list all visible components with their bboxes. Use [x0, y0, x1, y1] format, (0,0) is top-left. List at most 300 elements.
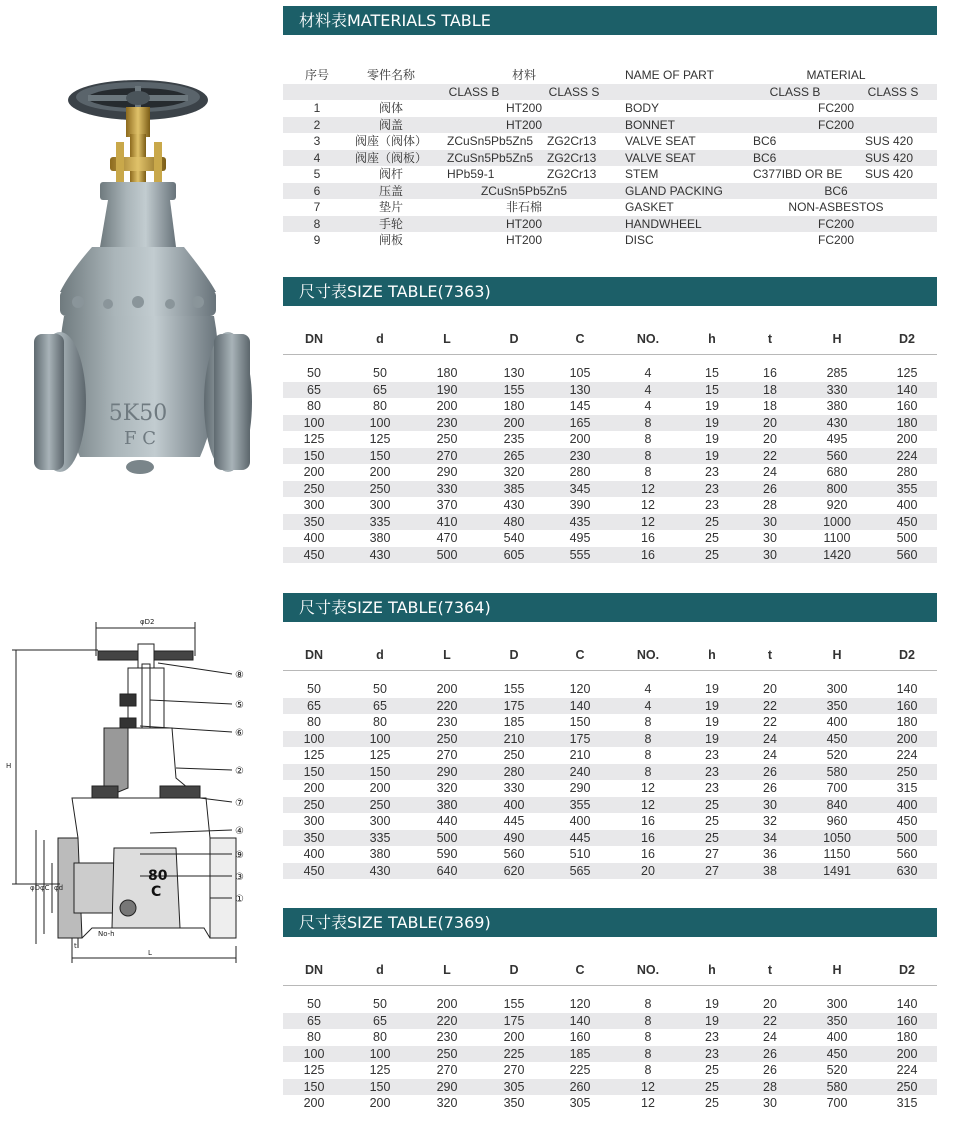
size-table-cell: 555: [569, 547, 591, 562]
size-table-column-header: d: [376, 963, 384, 977]
part-name-cn: 阀杆: [378, 167, 404, 181]
size-table-cell: 200: [569, 432, 591, 446]
materials-row: [283, 117, 937, 134]
size-table-cell: 400: [503, 797, 525, 812]
material-en-class-b: FC200: [817, 101, 855, 115]
size-table-cell: 200: [503, 415, 525, 430]
size-table-cell: 25: [705, 1079, 719, 1094]
size-table-cell: 180: [896, 415, 918, 430]
size-table-column-header: NO.: [636, 332, 660, 346]
size-table-cell: 350: [303, 830, 325, 845]
dim-label-no-h: No-h: [98, 930, 115, 938]
part-name-en: VALVE SEAT: [625, 150, 696, 165]
size-table-cell: 20: [763, 682, 777, 696]
size-table-cell: 16: [641, 830, 655, 845]
size-table-cell: 80: [307, 715, 321, 729]
size-table-cell: 500: [436, 547, 458, 562]
size-table-cell: 30: [763, 1096, 777, 1110]
size-table-cell: 430: [369, 547, 391, 562]
size-table-cell: 8: [644, 1046, 652, 1061]
size-table-cell: 8: [644, 997, 652, 1011]
size-table-cell: 8: [644, 415, 652, 430]
callout-2: ②: [235, 766, 244, 777]
size-table-cell: 380: [369, 531, 391, 545]
size-table-cell: 65: [307, 382, 321, 397]
size-table-cell: 250: [369, 797, 391, 812]
part-name-en: GLAND PACKING: [625, 183, 723, 198]
materials-row: [283, 133, 937, 150]
size-table-cell: 270: [503, 1063, 525, 1077]
size-table-cell: 4: [644, 698, 652, 713]
size-table-cell: 65: [373, 1013, 387, 1028]
size-table-cell: 12: [641, 797, 655, 812]
size-table-cell: 19: [705, 682, 719, 696]
size-table-cell: 125: [369, 1063, 391, 1077]
size-table-cell: 26: [763, 1046, 777, 1061]
dim-label-small-d: φd: [54, 884, 64, 892]
size-table-column-header: L: [443, 648, 451, 662]
materials-row: [283, 199, 937, 216]
material-en-class-b: FC200: [817, 117, 855, 132]
size-table-column-header: h: [708, 963, 716, 977]
size-table-cell: 24: [763, 748, 777, 762]
size-table-cell: 38: [763, 863, 777, 878]
size-table-cell: 680: [826, 465, 848, 479]
size-table-cell: 160: [896, 399, 918, 413]
size-table-cell: 370: [436, 498, 458, 512]
size-table-cell: 18: [763, 399, 777, 413]
size-table-cell: 23: [705, 465, 719, 479]
size-table-cell: 23: [705, 764, 719, 779]
size-table-row: [283, 415, 937, 432]
materials-subheader-cell: CLASS S: [867, 84, 919, 99]
size-table-cell: 140: [896, 682, 918, 696]
materials-header-cell: NAME OF PART: [625, 68, 714, 82]
material-class-b: HT200: [505, 117, 543, 132]
size-table-cell: 16: [641, 531, 655, 545]
size-table-cell: 130: [569, 382, 591, 397]
size-table-cell: 100: [303, 1046, 325, 1061]
size-table-cell: 350: [826, 1013, 848, 1028]
part-number: 4: [313, 150, 321, 165]
size-table-cell: 355: [896, 481, 918, 496]
size-table-cell: 450: [826, 1046, 848, 1061]
size-table-cell: 430: [369, 863, 391, 878]
part-name-cn: 闸板: [378, 233, 404, 247]
callout-4: ④: [235, 826, 244, 837]
materials-header-cell: MATERIAL: [806, 68, 866, 82]
size-table-cell: 24: [763, 731, 777, 746]
size-table-cell: 12: [641, 781, 655, 795]
size-table-column-header: t: [767, 332, 773, 346]
part-name-cn: 阀体: [378, 101, 404, 115]
size-table-cell: 175: [503, 1013, 525, 1028]
callout-3: ③: [235, 872, 244, 883]
size-table-cell: 65: [307, 1013, 321, 1028]
size-table-cell: 100: [369, 415, 391, 430]
size-table-cell: 700: [826, 781, 848, 795]
size-table-cell: 400: [896, 498, 918, 512]
size-table-cell: 335: [369, 514, 391, 529]
size-table-cell: 20: [763, 415, 777, 430]
size-table-cell: 26: [763, 781, 777, 795]
size-table-cell: 385: [503, 481, 525, 496]
size-table-cell: 23: [705, 1030, 719, 1044]
size-table-cell: 155: [503, 997, 525, 1011]
part-number: 2: [313, 117, 321, 132]
size-table-cell: 290: [569, 781, 591, 795]
size-table-cell: 12: [641, 514, 655, 529]
size-table-cell: 440: [436, 814, 458, 828]
body-mark-class: C: [151, 884, 162, 900]
size-table-row: [283, 481, 937, 498]
size-table-cell: 450: [826, 731, 848, 746]
size-table-cell: 320: [436, 781, 458, 795]
size-table-cell: 180: [896, 715, 918, 729]
size-table-cell: 390: [569, 498, 591, 512]
size-table-cell: 250: [303, 481, 325, 496]
size-table-cell: 15: [705, 366, 719, 380]
part-number: 3: [313, 134, 321, 148]
size-table-cell: 80: [373, 399, 387, 413]
material-en-class-b: BC6: [753, 150, 777, 165]
part-number: 6: [313, 183, 321, 198]
size-table-cell: 630: [896, 863, 918, 878]
size-table-cell: 200: [369, 465, 391, 479]
size-table-cell: 225: [503, 1046, 525, 1061]
materials-header-cell: 序号: [304, 68, 330, 82]
size-table-cell: 8: [644, 1013, 652, 1028]
size-table-cell: 100: [369, 731, 391, 746]
part-name-en: DISC: [625, 233, 654, 247]
size-table-cell: 23: [705, 1046, 719, 1061]
dim-label-d2: φD2: [140, 618, 155, 626]
size-table-cell: 19: [705, 731, 719, 746]
size-table-cell: 200: [303, 465, 325, 479]
material-en-class-b: FC200: [817, 216, 855, 231]
material-en-class-s: SUS 420: [865, 150, 914, 165]
size-table-cell: 270: [436, 1063, 458, 1077]
size-table-column-header: DN: [304, 648, 324, 662]
size-table-cell: 300: [826, 997, 848, 1011]
size-table-cell: 1150: [823, 847, 851, 861]
size-table-cell: 20: [763, 997, 777, 1011]
size-table-cell: 12: [641, 498, 655, 512]
size-table-cell: 230: [569, 448, 591, 463]
size-table-cell: 165: [569, 415, 591, 430]
size-table-row: [283, 797, 937, 814]
size-table-cell: 640: [436, 863, 458, 878]
size-table-cell: 26: [763, 481, 777, 496]
size-table-cell: 200: [369, 781, 391, 795]
size-table-cell: 125: [896, 366, 918, 380]
size-table-cell: 200: [896, 731, 918, 746]
size-table-cell: 19: [705, 432, 719, 446]
size-table-cell: 400: [826, 1030, 848, 1044]
size-table-cell: 380: [826, 399, 848, 413]
size-table-row: [283, 431, 937, 448]
size-table-cell: 80: [373, 715, 387, 729]
callout-6: ⑥: [235, 728, 244, 739]
size-table-cell: 510: [569, 847, 591, 861]
size-table-cell: 435: [569, 514, 591, 529]
size-table-cell: 25: [705, 797, 719, 812]
size-table-cell: 120: [569, 997, 591, 1011]
dim-label-h: H: [6, 762, 12, 770]
size-table-cell: 800: [826, 481, 848, 496]
dim-label-l: L: [148, 949, 152, 957]
size-table-cell: 520: [826, 1063, 848, 1077]
size-table-7363-title: 尺寸表SIZE TABLE(7363): [283, 277, 937, 306]
size-table-cell: 25: [705, 1063, 719, 1077]
material-class-b: HT200: [505, 101, 543, 115]
size-table-cell: 200: [503, 1030, 525, 1044]
size-table-cell: 300: [826, 682, 848, 696]
size-table-cell: 22: [763, 1013, 777, 1028]
material-en-class-s: SUS 420: [865, 134, 914, 148]
size-table-cell: 290: [436, 764, 458, 779]
size-table-cell: 28: [763, 1079, 777, 1094]
size-table-cell: 4: [644, 382, 652, 397]
size-table-cell: 400: [303, 531, 325, 545]
size-table-cell: 100: [303, 415, 325, 430]
material-class-b: ZCuSn5Pb5Zn5: [480, 183, 568, 198]
size-table-cell: 320: [503, 465, 525, 479]
materials-header-cell: 零件名称: [366, 68, 416, 82]
material-class-s: ZG2Cr13: [547, 167, 597, 181]
size-table-cell: 30: [763, 547, 777, 562]
size-table-cell: 335: [369, 830, 391, 845]
size-table-cell: 19: [705, 415, 719, 430]
size-table-cell: 345: [569, 481, 591, 496]
callout-7: ⑦: [235, 798, 244, 809]
size-table-cell: 300: [303, 498, 325, 512]
size-table-row: [283, 780, 937, 797]
size-table-cell: 400: [896, 797, 918, 812]
size-table-cell: 50: [307, 997, 321, 1011]
size-table-column-header: d: [376, 648, 384, 662]
size-table-row: [283, 1046, 937, 1063]
callout-1: ①: [235, 894, 244, 905]
part-name-en: HANDWHEEL: [625, 216, 702, 231]
size-table-cell: 250: [436, 432, 458, 446]
size-table-cell: 25: [705, 814, 719, 828]
callout-8: ⑧: [235, 670, 244, 681]
size-table-row: [283, 1062, 937, 1079]
material-class-b: ZCuSn5Pb5Zn5: [447, 134, 534, 148]
callout-5: ⑤: [235, 700, 244, 711]
size-table-cell: 280: [569, 465, 591, 479]
size-table-column-header: D2: [899, 332, 915, 346]
size-table-column-header: d: [376, 332, 384, 346]
size-table-cell: 230: [436, 715, 458, 729]
part-name-cn: 阀座（阀板）: [354, 150, 428, 165]
size-table-cell: 320: [436, 1096, 458, 1110]
size-table-cell: 450: [303, 863, 325, 878]
size-table-cell: 26: [763, 1063, 777, 1077]
size-table-row: [283, 830, 937, 847]
part-name-en: BODY: [625, 101, 660, 115]
dim-label-d: φD: [30, 884, 41, 892]
size-table-cell: 280: [896, 465, 918, 479]
size-table-cell: 580: [826, 764, 848, 779]
size-table-cell: 500: [436, 830, 458, 845]
size-table-cell: 16: [641, 847, 655, 861]
size-table-cell: 305: [503, 1079, 525, 1094]
size-table-cell: 450: [896, 814, 918, 828]
size-table-row: [283, 747, 937, 764]
size-table-column-header: NO.: [636, 963, 660, 977]
size-table-cell: 34: [763, 830, 777, 845]
materials-row: [283, 232, 937, 249]
size-table-cell: 125: [369, 748, 391, 762]
size-table-column-header: D: [509, 332, 519, 346]
material-en-class-b: FC200: [817, 233, 855, 247]
size-table-cell: 350: [303, 514, 325, 529]
size-table-cell: 380: [436, 797, 458, 812]
size-table-cell: 960: [826, 814, 848, 828]
size-table-cell: 490: [503, 830, 525, 845]
size-table-column-header: NO.: [636, 648, 660, 662]
size-table-cell: 8: [644, 731, 652, 746]
size-table-header-row: [283, 963, 937, 986]
size-table-row: [283, 863, 937, 880]
size-table-cell: 200: [436, 997, 458, 1011]
size-table-cell: 590: [436, 847, 458, 861]
size-table-cell: 495: [826, 432, 848, 446]
size-table-cell: 50: [307, 682, 321, 696]
size-table-cell: 1000: [823, 514, 851, 529]
size-table-cell: 330: [826, 382, 848, 397]
size-table-cell: 250: [303, 797, 325, 812]
size-table-cell: 8: [644, 432, 652, 446]
size-table-row: [283, 530, 937, 547]
size-table-row: [283, 497, 937, 514]
size-table-row: [283, 398, 937, 415]
size-table-cell: 250: [436, 731, 458, 746]
size-table-cell: 4: [644, 682, 652, 696]
size-table-cell: 65: [373, 698, 387, 713]
size-table-cell: 185: [503, 715, 525, 729]
size-table-cell: 300: [369, 498, 391, 512]
dim-label-c: φC: [40, 884, 50, 892]
materials-subheader-cell: CLASS B: [448, 84, 500, 99]
size-table-cell: 150: [569, 715, 591, 729]
size-table-cell: 210: [569, 748, 591, 762]
size-table-cell: 155: [503, 382, 525, 397]
part-name-cn: 垫片: [378, 200, 404, 214]
size-table-cell: 350: [826, 698, 848, 713]
size-table-cell: 4: [644, 366, 652, 380]
size-table-cell: 330: [436, 481, 458, 496]
size-table-column-header: C: [575, 963, 585, 977]
size-table-cell: 200: [436, 682, 458, 696]
size-table-cell: 285: [826, 366, 848, 380]
size-table-cell: 100: [303, 731, 325, 746]
size-table-column-header: L: [443, 963, 451, 977]
size-table-cell: 210: [503, 731, 525, 746]
material-class-s: ZG2Cr13: [547, 134, 597, 148]
size-table-cell: 140: [896, 382, 918, 397]
size-table-cell: 150: [369, 764, 391, 779]
size-table-cell: 580: [826, 1079, 848, 1094]
size-table-cell: 190: [436, 382, 458, 397]
size-table-row: [283, 464, 937, 481]
material-class-b: HT200: [505, 216, 543, 231]
size-table-7369-title: 尺寸表SIZE TABLE(7369): [283, 908, 937, 937]
size-table-cell: 150: [303, 1079, 325, 1094]
size-table-cell: 235: [503, 432, 525, 446]
size-table-header-row: [283, 648, 937, 671]
size-table-row: [283, 382, 937, 399]
size-table-column-header: C: [575, 332, 585, 346]
part-number: 7: [313, 200, 321, 214]
size-table-cell: 15: [705, 382, 719, 397]
size-table-cell: 355: [569, 797, 591, 812]
size-table-cell: 160: [896, 698, 918, 713]
size-table-cell: 8: [644, 715, 652, 729]
size-table-cell: 200: [303, 781, 325, 795]
size-table-cell: 224: [896, 448, 918, 463]
size-table-cell: 80: [373, 1030, 387, 1044]
part-name-cn: 压盖: [378, 183, 404, 198]
size-table-row: [283, 714, 937, 731]
size-table-cell: 560: [896, 547, 918, 562]
size-table-cell: 65: [373, 382, 387, 397]
materials-row: [283, 183, 937, 200]
size-table-cell: 305: [569, 1096, 591, 1110]
size-table-cell: 180: [896, 1030, 918, 1044]
part-name-cn: 阀盖: [378, 117, 404, 132]
size-table-cell: 560: [896, 847, 918, 861]
size-table-cell: 140: [569, 1013, 591, 1028]
size-table-row: [283, 698, 937, 715]
size-table-cell: 430: [503, 498, 525, 512]
size-table-row: [283, 731, 937, 748]
size-table-cell: 400: [826, 715, 848, 729]
size-table-cell: 150: [303, 764, 325, 779]
size-table-row: [283, 448, 937, 465]
part-name-en: VALVE SEAT: [625, 134, 696, 148]
size-table-cell: 8: [644, 764, 652, 779]
size-table-cell: 32: [763, 814, 777, 828]
size-table-cell: 200: [369, 1096, 391, 1110]
material-en-class-b: BC6: [824, 183, 848, 198]
size-table-cell: 480: [503, 514, 525, 529]
size-table-cell: 270: [436, 448, 458, 463]
size-table-cell: 22: [763, 448, 777, 463]
size-table-row: [283, 846, 937, 863]
size-table-cell: 24: [763, 465, 777, 479]
material-class-b: ZCuSn5Pb5Zn5: [447, 150, 534, 165]
size-table-column-header: H: [832, 332, 842, 346]
material-en-class-s: SUS 420: [865, 167, 914, 181]
materials-row: [283, 150, 937, 167]
size-table-cell: 280: [503, 764, 525, 779]
size-table-cell: 560: [503, 847, 525, 861]
size-table-cell: 19: [705, 1013, 719, 1028]
size-table-cell: 560: [826, 448, 848, 463]
casting-mark-size: 5K50: [108, 401, 168, 426]
size-table-cell: 25: [705, 514, 719, 529]
size-table-cell: 24: [763, 1030, 777, 1044]
size-table-cell: 470: [436, 531, 458, 545]
materials-subheader-row: [283, 84, 937, 101]
material-en-class-b: C377IBD OR BE: [753, 167, 843, 181]
size-table-cell: 445: [569, 830, 591, 845]
part-name-en: GASKET: [625, 200, 674, 214]
size-table-cell: 125: [303, 432, 325, 446]
